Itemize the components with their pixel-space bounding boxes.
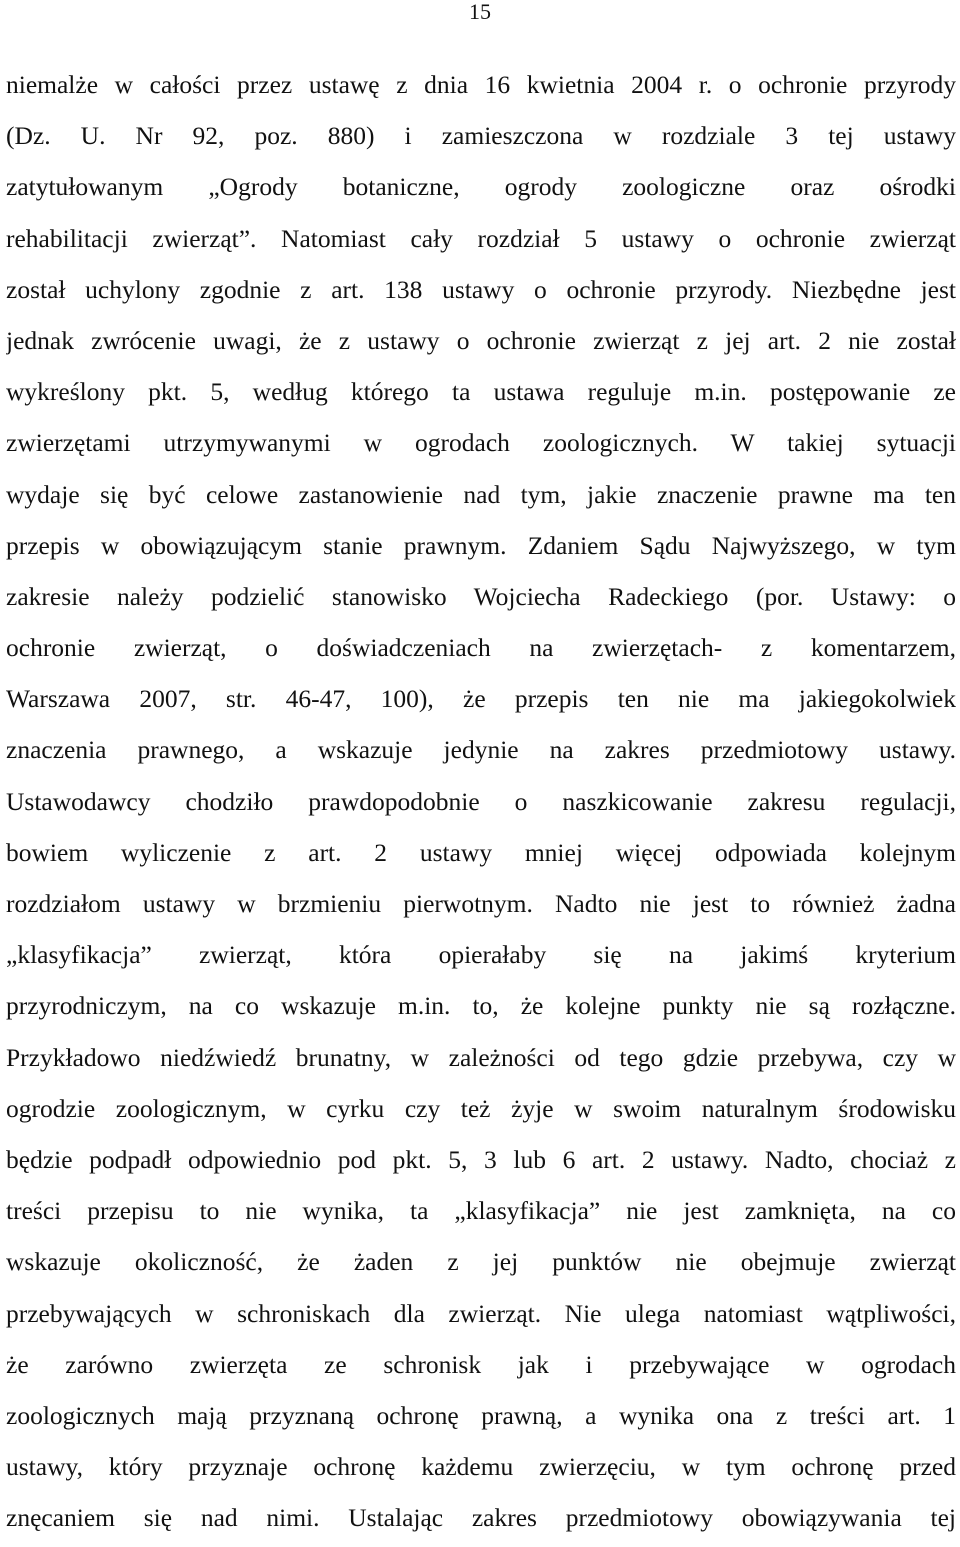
text-line: przyrodniczym, na co wskazuje m.in. to, że kolejne punkty nie są rozłączne.: [6, 991, 956, 1021]
page-number: 15: [469, 0, 491, 24]
text-line: ustawy, który przyznaje ochronę każdemu zwierzęciu, w tym ochronę przed: [6, 1452, 956, 1482]
text-line: wykreślony pkt. 5, według którego ta ustawa reguluje m.in. postępowanie ze: [6, 377, 956, 407]
text-line: jednak zwrócenie uwagi, że z ustawy o ochronie zwierząt z jej art. 2 nie został: [6, 325, 956, 355]
text-line: wydaje się być celowe zastanowienie nad tym, jakie znaczenie prawne ma ten: [6, 479, 956, 509]
body-text: [6, 63, 956, 1547]
text-line: przepis w obowiązującym stanie prawnym. Zdaniem Sądu Najwyższego, w tym: [6, 530, 956, 560]
text-line: rehabilitacji zwierząt”. Natomiast cały rozdział 5 ustawy o ochronie zwierząt: [6, 223, 956, 253]
text-line: zatytułowanym „Ogrody botaniczne, ogrody zoologiczne oraz ośrodki: [6, 172, 956, 202]
text-line: został uchylony zgodnie z art. 138 ustawy o ochronie przyrody. Niezbędne jest: [6, 274, 956, 304]
text-line: niemalże w całości przez ustawę z dnia 16 kwietnia 2004 r. o ochronie przyrody: [6, 70, 956, 99]
text-line: ogrodzie zoologicznym, w cyrku czy też żyje w swoim naturalnym środowisku: [6, 1093, 956, 1123]
text-line: przebywających w schroniskach dla zwierząt. Nie ulega natomiast wątpliwości,: [6, 1298, 956, 1328]
text-line: bowiem wyliczenie z art. 2 ustawy mniej więcej odpowiada kolejnym: [6, 837, 956, 867]
text-line: rozdziałom ustawy w brzmieniu pierwotnym. Nadto nie jest to również żadna: [6, 889, 956, 918]
text-line: Warszawa 2007, str. 46-47, 100), że przepis ten nie ma jakiegokolwiek: [6, 684, 956, 714]
text-line: znaczenia prawnego, a wskazuje jedynie na zakres przedmiotowy ustawy.: [6, 735, 956, 765]
text-line: Przykładowo niedźwiedź brunatny, w zależności od tego gdzie przebywa, czy w: [6, 1042, 956, 1072]
text-line: treści przepisu to nie wynika, ta „klasyfikacja” nie jest zamknięta, na co: [6, 1196, 956, 1226]
text-line: będzie podpadł odpowiednio pod pkt. 5, 3 lub 6 art. 2 ustawy. Nadto, chociaż z: [6, 1144, 956, 1174]
text-line: że zarówno zwierzęta ze schronisk jak i przebywające w ogrodach: [6, 1349, 956, 1379]
text-line: ochronie zwierząt, o doświadczeniach na zwierzętach- z komentarzem,: [6, 633, 956, 663]
text-line: wskazuje okoliczność, że żaden z jej punktów nie obejmuje zwierząt: [6, 1247, 956, 1277]
text-line: zakresie należy podzielić stanowisko Wojciecha Radeckiego (por. Ustawy: o: [6, 581, 956, 611]
text-line: (Dz. U. Nr 92, poz. 880) i zamieszczona w rozdziale 3 tej ustawy: [6, 121, 956, 151]
text-line: Ustawodawcy chodziło prawdopodobnie o naszkicowanie zakresu regulacji,: [6, 786, 956, 816]
text-line: zoologicznych mają przyznaną ochronę prawną, a wynika ona z treści art. 1: [6, 1400, 956, 1430]
text-line: „klasyfikacja” zwierząt, która opierałaby się na jakimś kryterium: [6, 940, 956, 970]
text-line: zwierzętami utrzymywanymi w ogrodach zoologicznych. W takiej sytuacji: [6, 428, 956, 458]
text-line: znęcaniem się nad nimi. Ustalając zakres przedmiotowy obowiązywania tej: [6, 1503, 956, 1533]
